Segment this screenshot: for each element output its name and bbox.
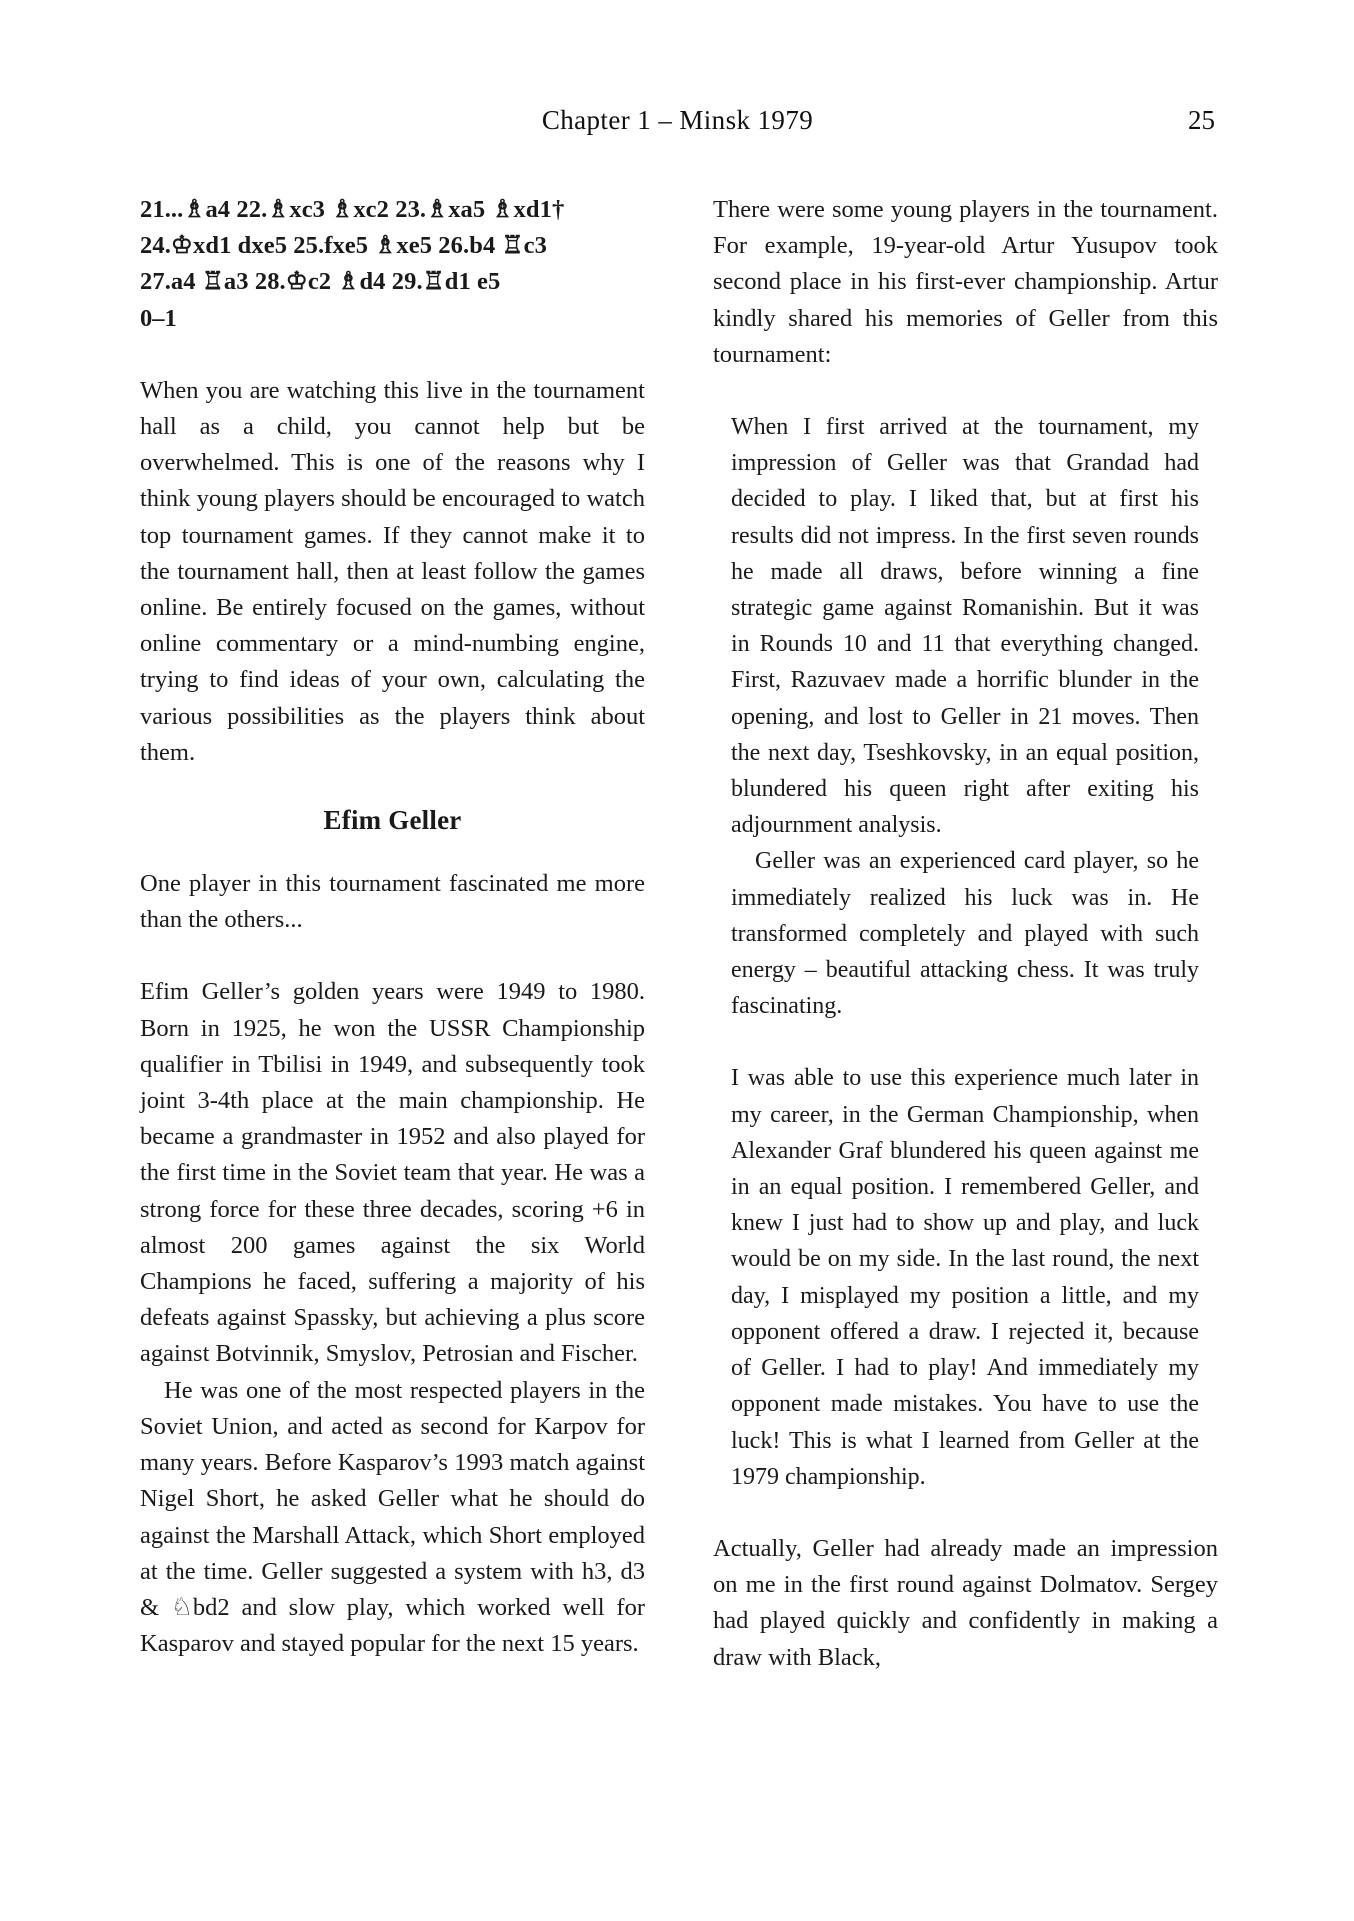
game-result: 0–1 xyxy=(140,304,177,332)
right-column xyxy=(713,192,1218,1676)
move-list xyxy=(140,192,645,301)
move-line-2: 24.♔xd1 dxe5 25.fxe5 ♗xe5 26.b4 ♖c3 xyxy=(140,232,547,260)
left-paragraph-4: He was one of the most respected players in the Soviet Union, and acted as second for Karpov for many years. Before Kasparov’s 1993 match against Nigel Short, he asked Geller what he should do against the Marshall Attack, which Short employed at the time. Geller suggested a system with h3, d3 & ♘bd2 and slow play, which worked well for Kasparov and stayed popular for the next 15 years. xyxy=(140,1376,645,1658)
page-number: 25 xyxy=(1188,105,1215,135)
left-column xyxy=(140,192,645,1676)
two-column-body xyxy=(140,192,1218,1676)
left-paragraph-2: One player in this tournament fascinated me more than the others... xyxy=(140,870,645,934)
running-title: Chapter 1 – Minsk 1979 xyxy=(541,105,814,135)
page-header xyxy=(140,105,1215,139)
blockquote-yusupov xyxy=(731,409,1199,1495)
right-paragraph-1: There were some young players in the tournament. For example, 19-year-old Artur Yusupov took second place in his first-ever championship. Artur kindly shared his memories of Geller from this tournament: xyxy=(713,196,1218,368)
quote-paragraph-3: I was able to use this experience much later in my career, in the German Championship, when Alexander Graf blundered his queen against me in an equal position. I remembered Geller, and knew I just had to show up and play, and luck would be on my side. In the last round, the next day, I misplayed my position a little, and my opponent offered a draw. I rejected it, because of Geller. I had to play! And immediately my opponent made mistakes. You have to use the luck! This is what I learned from Geller at the 1979 championship. xyxy=(731,1065,1199,1490)
left-paragraph-1: When you are watching this live in the tournament hall as a child, you cannot help but be overwhelmed. This is one of the reasons why I think young players should be encouraged to watch top tournament games. If they cannot make it to the tournament hall, then at least follow the games online. Be entirely focused on the games, without online commentary or a mind-numbing engine, trying to find ideas of your own, calculating the various possibilities as the players think about them. xyxy=(140,376,645,766)
left-paragraph-3: Efim Geller’s golden years were 1949 to 1980. Born in 1925, he won the USSR Championship qualifier in Tbilisi in 1949, and subsequently took joint 3-4th place at the main championship. He became a grandmaster in 1952 and also played for the first time in the Soviet team that year. He was a strong force for these three decades, scoring +6 in almost 200 games against the six World Champions he faced, suffering a majority of his defeats against Spassky, but achieving a plus score against Botvinnik, Smyslov, Petrosian and Fischer. xyxy=(140,978,645,1368)
section-heading-efim-geller: Efim Geller xyxy=(323,805,462,836)
move-line-3: 27.a4 ♖a3 28.♔c2 ♗d4 29.♖d1 e5 xyxy=(140,268,501,296)
move-line-1: 21...♗a4 22.♗xc3 ♗xc2 23.♗xa5 ♗xd1† xyxy=(140,196,565,223)
right-paragraph-2: Actually, Geller had already made an impression on me in the first round against Dolmatov. Sergey had played quickly and confidently in making a draw with Black, xyxy=(713,1534,1218,1671)
quote-paragraph-2: Geller was an experienced card player, so he immediately realized his luck was in. He transformed completely and played with such energy – beautiful attacking chess. It was truly fascinating. xyxy=(731,848,1199,1020)
quote-paragraph-1: When I first arrived at the tournament, my impression of Geller was that Grandad had decided to play. I liked that, but at first his results did not impress. In the first seven rounds he made all draws, before winning a fine strategic game against Romanishin. But it was in Rounds 10 and 11 that everything changed. First, Razuvaev made a horrific blunder in the opening, and lost to Geller in 21 moves. Then the next day, Tseshkovsky, in an equal position, blundered his queen right after exiting his adjournment analysis. xyxy=(731,414,1199,839)
